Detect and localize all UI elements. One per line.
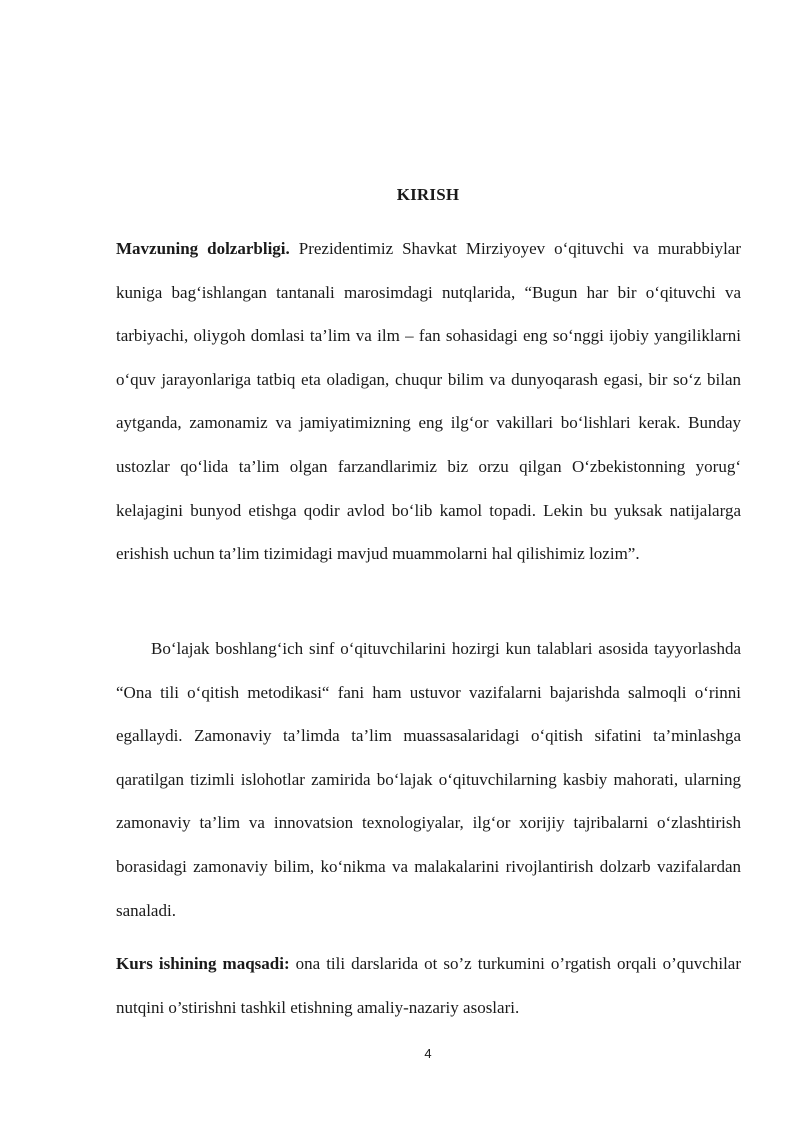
page-number: 4 [424,1046,432,1061]
paragraph-text: ona tili darslarida ot so’z turkumini o’rgatish orqali o’quvchilar nutqini o’stirishni tashkil etishning amaliy-nazariy asoslari. [116,954,741,1017]
section-heading: KIRISH [396,185,460,204]
paragraph-lead: Mavzuning dolzarbligi. [116,239,290,258]
paragraph-course-goal [116,942,741,1029]
paragraph-lead: Kurs ishining maqsadi: [116,954,290,973]
paragraph-text: Bo‘lajak boshlang‘ich sinf o‘qituvchilarini hozirgi kun talablari asosida tayyorlashda “Ona tili o‘qitish metodikasi“ fani ham ustuvor vazifalarni bajarishda salmoqli o‘rinni egallaydi. Zamonaviy ta’limda ta’lim muassasalaridagi o‘qitish sifatini ta’minlashga qaratilgan tizimli islohotlar zamirida bo‘lajak o‘qituvchilarning kasbiy mahorati, ularning zamonaviy ta’lim va innovatsion texnologiyalar, ilg‘or xorijiy tajribalarni o‘zlashtirish borasidagi zamonaviy bilim, ko‘nikma va malakalarini rivojlantirish dolzarb vazifalardan sanaladi. [116,639,741,920]
paragraph-teacher-training [116,627,741,932]
paragraph-relevance [116,227,741,576]
paragraph-text: Prezidentimiz Shavkat Mirziyoyev o‘qituvchi va murabbiylar kuniga bag‘ishlangan tantanali marosimdagi nutqlarida, “Bugun har bir o‘qituvchi va tarbiyachi, oliygoh domlasi ta’lim va ilm – fan sohasidagi eng so‘nggi ijobiy yangiliklarni o‘quv jarayonlariga tatbiq eta oladigan, chuqur bilim va dunyoqarash egasi, bir so‘z bilan aytganda, zamonamiz va jamiyatimizning eng ilg‘or vakillari bo‘lishlari kerak. Bunday ustozlar qo‘lida ta’lim olgan farzandlarimiz biz orzu qilgan O‘zbekistonning yorug‘ kelajagini bunyod etishga qodir avlod bo‘lib kamol topadi. Lekin bu yuksak natijalarga erishish uchun ta’lim tizimidagi mavjud muammolarni hal qilishimiz lozim”. [116,239,741,564]
